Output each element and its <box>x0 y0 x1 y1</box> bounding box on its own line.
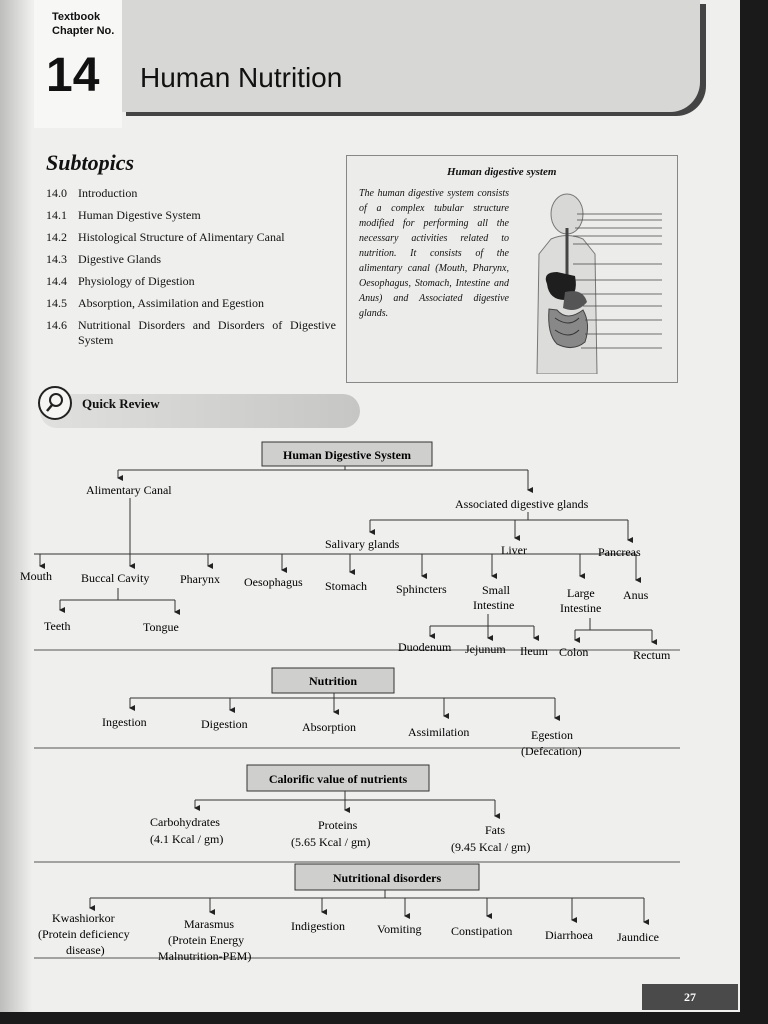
small-intestine-label-line2: Intestine <box>473 598 515 612</box>
proteins-label: Proteins <box>318 818 358 832</box>
marasmus-label: Marasmus <box>184 917 234 931</box>
subtopics-heading: Subtopics <box>46 150 135 175</box>
marasmus-sub1: (Protein Energy <box>168 933 245 947</box>
stomach-label: Stomach <box>325 579 367 593</box>
subtopic-text: Absorption, Assimilation and Egestion <box>78 296 264 310</box>
figure-title: Human digestive system <box>447 166 557 178</box>
pharynx-label: Pharynx <box>180 572 220 586</box>
subtopic-text: Physiology of Digestion <box>78 274 195 288</box>
chapter-label: Textbook Chapter No. <box>52 11 115 37</box>
anus-label: Anus <box>623 588 649 602</box>
constipation-label: Constipation <box>451 924 513 938</box>
subtopic-text: Introduction <box>78 186 138 200</box>
digestive-title: Human Digestive System <box>283 448 411 462</box>
egestion-label: Egestion <box>531 728 573 742</box>
kwashiorkor-sub2: disease) <box>66 943 105 957</box>
mouth-label: Mouth <box>20 569 53 583</box>
subtopic-number: 14.0 <box>46 186 67 200</box>
oesophagus-label: Oesophagus <box>244 575 303 589</box>
carbohydrates-label: Carbohydrates <box>150 815 220 829</box>
defecation-label: (Defecation) <box>521 744 582 758</box>
chapter-number: 14 <box>46 49 100 102</box>
disorders-title: Nutritional disorders <box>332 871 442 885</box>
large-intestine-label-line1: Large <box>567 586 595 600</box>
diarrhoea-label: Diarrhoea <box>545 928 593 942</box>
tongue-label: Tongue <box>143 620 179 634</box>
marasmus-sub2: Malnutrition-PEM) <box>158 949 252 963</box>
nutrition-title: Nutrition <box>309 674 357 688</box>
assimilation-label: Assimilation <box>408 725 470 739</box>
subtopic-number: 14.1 <box>46 208 67 222</box>
pancreas-label: Pancreas <box>598 545 641 559</box>
salivary-glands-label: Salivary glands <box>325 537 400 551</box>
rectum-label: Rectum <box>633 648 671 662</box>
large-intestine-label-line2: Intestine <box>560 601 602 615</box>
jaundice-label: Jaundice <box>617 930 659 944</box>
small-intestine-label-line1: Small <box>482 583 511 597</box>
ileum-label: Ileum <box>520 644 548 658</box>
subtopic-number: 14.4 <box>46 274 67 288</box>
colon-label: Colon <box>559 645 589 659</box>
subtopic-text: Human Digestive System <box>78 208 201 222</box>
calorific-title: Calorific value of nutrients <box>268 772 408 786</box>
absorption-label: Absorption <box>302 720 356 734</box>
kwashiorkor-sub1: (Protein deficiency <box>38 927 130 941</box>
subtopic-text: Histological Structure of Alimentary Canal <box>78 230 285 244</box>
quick-review-label: Quick Review <box>82 396 160 411</box>
figure-description: The human digestive system consists of a complex tubular structure modified for performing all the necessary activities related to nutrition. It consists of the alimentary canal (Mouth, Pharynx, Oesophagus, Stomach, Intestine and Anus) and Associated digestive glands. <box>359 188 509 319</box>
jejunum-label: Jejunum <box>465 642 506 656</box>
subtopic-number: 14.3 <box>46 252 67 266</box>
ingestion-label: Ingestion <box>102 715 147 729</box>
fats-label: Fats <box>485 823 506 837</box>
subtopic-number: 14.6 <box>46 318 67 332</box>
sphincters-label: Sphincters <box>396 582 447 596</box>
proteins-value: (5.65 Kcal / gm) <box>291 835 371 849</box>
associated-glands-label: Associated digestive glands <box>455 497 589 511</box>
vomiting-label: Vomiting <box>377 922 422 936</box>
chapter-title: Human Nutrition <box>140 62 343 93</box>
subtopic-number: 14.5 <box>46 296 67 310</box>
alimentary-canal-label: Alimentary Canal <box>86 483 172 497</box>
carbohydrates-value: (4.1 Kcal / gm) <box>150 832 224 846</box>
buccal-cavity-label: Buccal Cavity <box>81 571 150 585</box>
subtopic-text: Digestive Glands <box>78 252 161 266</box>
subtopic-text: Nutritional Disorders and Disorders of Digestive System <box>78 318 336 347</box>
liver-label: Liver <box>501 543 527 557</box>
digestion-label: Digestion <box>201 717 248 731</box>
indigestion-label: Indigestion <box>291 919 345 933</box>
page-number: 27 <box>642 984 738 1010</box>
kwashiorkor-label: Kwashiorkor <box>52 911 115 925</box>
subtopic-number: 14.2 <box>46 230 67 244</box>
teeth-label: Teeth <box>44 619 71 633</box>
duodenum-label: Duodenum <box>398 640 452 654</box>
fats-value: (9.45 Kcal / gm) <box>451 840 531 854</box>
